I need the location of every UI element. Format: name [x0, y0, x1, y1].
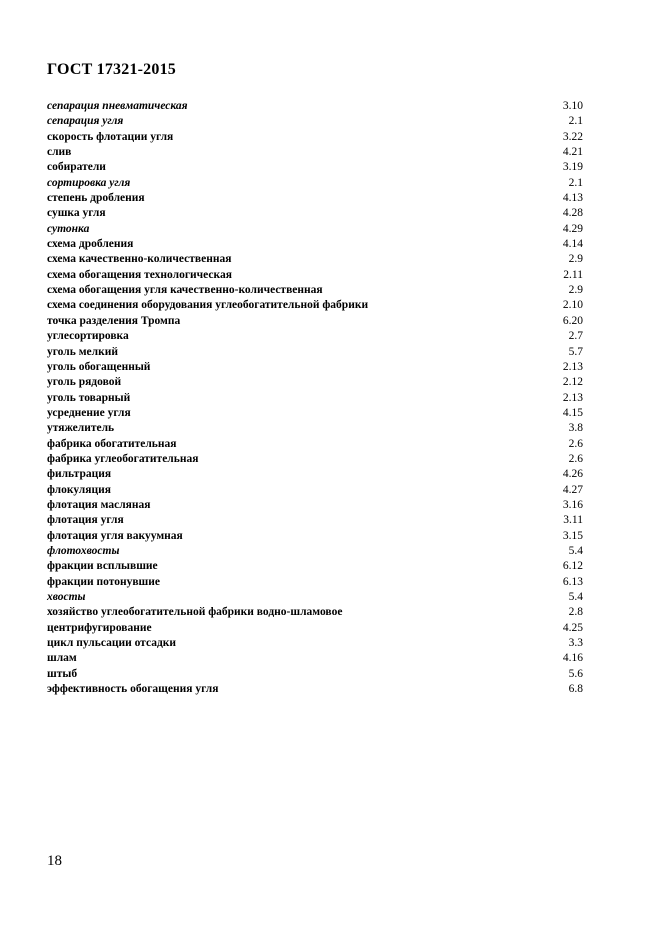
index-ref: 6.8	[568, 683, 583, 696]
index-entry	[47, 114, 583, 129]
index-entry	[47, 682, 583, 697]
index-ref: 2.9	[568, 253, 583, 266]
index-entry	[47, 360, 583, 375]
index-term: схема соединения оборудования углеобогатительной фабрики	[47, 299, 369, 312]
index-entry	[47, 237, 583, 252]
index-entry	[47, 252, 583, 267]
index-term: цикл пульсации отсадки	[47, 637, 177, 650]
index-ref: 4.14	[562, 238, 583, 251]
index-ref: 3.16	[562, 498, 583, 511]
index-term: флотохвосты	[47, 544, 120, 557]
index-term: скорость флотации угля	[47, 130, 174, 143]
index-ref: 2.12	[562, 376, 583, 389]
index-term: сушка угля	[47, 207, 106, 220]
index-ref: 3.19	[562, 161, 583, 174]
index-entry	[47, 437, 583, 452]
index-ref: 2.9	[568, 284, 583, 297]
index-ref: 2.10	[562, 299, 583, 312]
index-entry	[47, 329, 583, 344]
index-ref: 6.13	[562, 575, 583, 588]
document-code: ГОСТ 17321-2015	[47, 61, 176, 78]
index-ref: 2.6	[568, 452, 583, 465]
index-term: флотация угля	[47, 514, 124, 527]
index-ref: 3.11	[563, 514, 583, 527]
index-ref: 5.4	[568, 544, 583, 557]
index-ref: 2.1	[568, 176, 583, 189]
index-entry	[47, 130, 583, 145]
index-entry	[47, 375, 583, 390]
index-term: усреднение угля	[47, 406, 131, 419]
index-ref: 2.11	[563, 268, 583, 281]
index-term: сепарация пневматическая	[47, 100, 188, 112]
index-entry	[47, 636, 583, 651]
index-term: фракции всплывшие	[47, 560, 158, 573]
index-term: фабрика обогатительная	[47, 437, 177, 450]
index-term: углесортировка	[47, 330, 129, 343]
index-entry	[47, 191, 583, 206]
index-ref: 4.15	[562, 406, 583, 419]
index-term: фабрика углеобогатительная	[47, 452, 199, 465]
index-entry	[47, 498, 583, 513]
index-entry	[47, 268, 583, 283]
index-entry	[47, 667, 583, 682]
index-entry	[47, 467, 583, 482]
index-entry	[47, 651, 583, 666]
index-ref: 2.6	[568, 437, 583, 450]
index-term: схема обогащения угля качественно-количественная	[47, 284, 323, 297]
index-term: уголь обогащенный	[47, 360, 151, 373]
index-term: схема обогащения технологическая	[47, 268, 232, 281]
index-entry	[47, 99, 583, 114]
index-term: штыб	[47, 667, 78, 680]
index-entry	[47, 145, 583, 160]
index-entry	[47, 314, 583, 329]
index-term: флокуляция	[47, 483, 111, 496]
index-ref: 2.7	[568, 330, 583, 343]
index-entry	[47, 575, 583, 590]
index-ref: 5.4	[568, 591, 583, 603]
index-ref: 2.8	[568, 606, 583, 619]
index-entry	[47, 529, 583, 544]
index-entry	[47, 160, 583, 175]
index-entry	[47, 513, 583, 528]
index-ref: 2.13	[562, 360, 583, 373]
index-entry	[47, 544, 583, 559]
index-entry	[47, 206, 583, 221]
index-entry	[47, 345, 583, 360]
index-ref: 3.3	[568, 637, 583, 650]
index-term: флотация масляная	[47, 498, 151, 511]
index-ref: 4.26	[562, 468, 583, 481]
index-term: фракции потонувшие	[47, 575, 160, 588]
index-entry	[47, 605, 583, 620]
index-term: схема дробления	[47, 238, 134, 251]
index-entry	[47, 559, 583, 574]
index-term: степень дробления	[47, 192, 145, 205]
index-term: собиратели	[47, 161, 106, 174]
index-term: уголь рядовой	[47, 376, 122, 389]
index-term: слив	[47, 146, 72, 159]
index-entry	[47, 406, 583, 421]
page-number: 18	[47, 853, 62, 869]
index-ref: 4.13	[562, 192, 583, 205]
index-ref: 4.28	[562, 207, 583, 220]
index-ref: 5.7	[568, 345, 583, 358]
index-ref: 3.22	[562, 130, 583, 143]
index-term: хвосты	[47, 591, 86, 603]
index-term: шлам	[47, 652, 77, 665]
index-ref: 4.27	[562, 483, 583, 496]
index-term: сортировка угля	[47, 176, 131, 189]
index-term: флотация угля вакуумная	[47, 529, 183, 542]
index-ref: 2.1	[568, 115, 583, 128]
index-ref: 4.21	[562, 146, 583, 159]
index-term: хозяйство углеобогатительной фабрики водно-шламовое	[47, 606, 343, 619]
index-term: схема качественно-количественная	[47, 253, 232, 266]
index-term: центрифугирование	[47, 621, 152, 634]
index-term: точка разделения Тромпа	[47, 314, 181, 327]
index-term: эффективность обогащения угля	[47, 683, 219, 696]
index-term: уголь товарный	[47, 391, 131, 404]
index-entry	[47, 391, 583, 406]
index-term: уголь мелкий	[47, 345, 118, 358]
index-entry	[47, 421, 583, 436]
index-ref: 4.25	[562, 621, 583, 634]
index-entry	[47, 176, 583, 191]
index-entry	[47, 298, 583, 313]
index-ref: 4.16	[562, 652, 583, 665]
index-term: фильтрация	[47, 468, 112, 481]
index-entry	[47, 621, 583, 636]
index-term: утяжелитель	[47, 422, 115, 435]
index-entry	[47, 452, 583, 467]
index-ref: 3.10	[562, 100, 583, 112]
index-ref: 2.13	[562, 391, 583, 404]
alphabetical-index	[47, 99, 583, 697]
index-entry	[47, 283, 583, 298]
index-ref: 5.6	[568, 667, 583, 680]
index-ref: 6.12	[562, 560, 583, 573]
index-ref: 4.29	[562, 222, 583, 235]
index-term: сутонка	[47, 222, 90, 235]
index-entry	[47, 222, 583, 237]
index-entry	[47, 483, 583, 498]
index-ref: 3.15	[562, 529, 583, 542]
index-term: сепарация угля	[47, 115, 124, 128]
index-ref: 6.20	[562, 314, 583, 327]
index-entry	[47, 590, 583, 605]
index-ref: 3.8	[568, 422, 583, 435]
